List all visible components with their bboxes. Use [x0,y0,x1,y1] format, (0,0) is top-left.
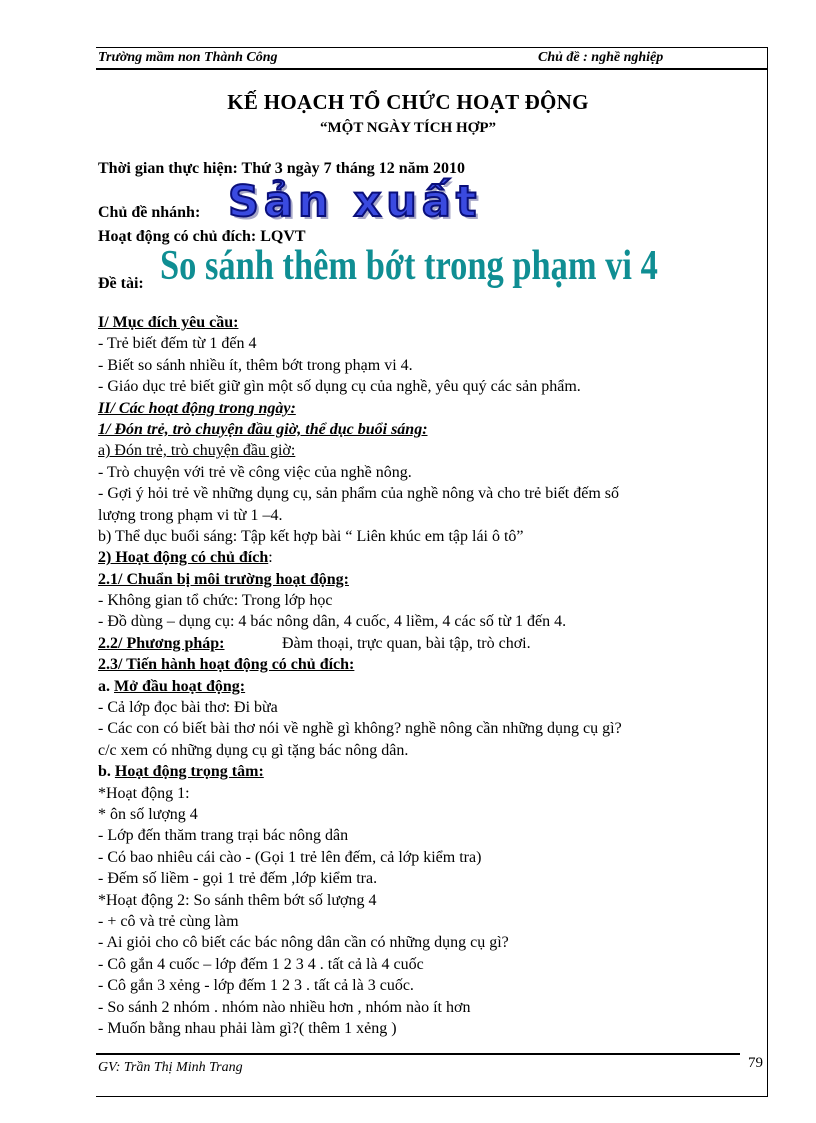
list-item: - Cô gắn 4 cuốc – lớp đếm 1 2 3 4 . tất cả là 4 cuốc [98,955,424,973]
subject-wordart: So sánh thêm bớt trong phạm vi 4 [160,243,658,289]
time-info: Thời gian thực hiện: Thứ 3 ngày 7 tháng 12 năm 2010 [98,160,465,177]
list-item: - Muốn bằng nhau phải làm gì?( thêm 1 xẻng ) [98,1019,397,1037]
branch-wordart: Sản xuất [228,177,482,227]
part-prefix: a. [98,677,114,695]
subsection-heading: 2.2/ Phương pháp: [98,634,225,652]
header-school: Trường mầm non Thành Công [98,50,278,65]
list-item: *Hoạt động 2: So sánh thêm bớt số lượng 4 [98,891,377,909]
list-item: - Cả lớp đọc bài thơ: Đi bừa [98,699,278,717]
subsection-heading: a) Đón trẻ, trò chuyện đầu giờ: [98,442,296,460]
branch-label: Chủ đề nhánh: [98,204,201,221]
list-item: c/c xem có những dụng cụ gì tặng bác nông dân. [98,741,409,759]
list-item: - Lớp đến thăm trang trại bác nông dân [98,827,349,845]
right-rule [767,47,768,1097]
method-value: Đàm thoại, trực quan, bài tập, trò chơi. [282,634,531,652]
list-item: - Ai giỏi cho cô biết các bác nông dân cần có những dụng cụ gì? [98,934,509,952]
list-item: - Đồ dùng – dụng cụ: 4 bác nông dân, 4 cuốc, 4 liềm, 4 các số từ 1 đến 4. [98,613,567,631]
subsection-row [98,547,748,568]
activity-info: Hoạt động có chủ đích: LQVT [98,228,306,245]
list-item: - Không gian tổ chức: Trong lớp học [98,592,333,610]
list-item: *Hoạt động 1: [98,784,190,802]
list-item: - Trò chuyện với trẻ về công việc của nghề nông. [98,463,412,481]
list-item: - Có bao nhiêu cái cào - (Gọi 1 trẻ lên đếm, cả lớp kiểm tra) [98,848,482,866]
page-title: KẾ HOẠCH TỔ CHỨC HOẠT ĐỘNG [227,90,589,114]
plan-body [98,312,748,1039]
top-rule [96,47,768,48]
subsection-heading: 2) Hoạt động có chủ đích [98,549,269,567]
part-heading: Hoạt động trọng tâm: [114,763,264,781]
part-row [98,676,748,697]
section-heading: I/ Mục đích yêu cầu: [98,314,239,331]
list-item: - Trẻ biết đếm từ 1 đến 4 [98,335,257,353]
list-item: - Giáo dục trẻ biết giữ gìn một số dụng cụ của nghề, yêu quý các sản phẩm. [98,378,581,396]
bottom-rule [96,1096,768,1097]
list-item: - Các con có biết bài thơ nói về nghề gì không? nghề nông cần những dụng cụ gì? [98,720,622,738]
list-item: b) Thể dục buổi sáng: Tập kết hợp bài “ Liên khúc em tập lái ô tô” [98,527,524,545]
part-heading: Mở đầu hoạt động: [114,677,246,695]
part-prefix: b. [98,763,115,781]
footer-teacher: GV: Trần Thị Minh Trang [98,1060,243,1075]
subsection-heading: 2.1/ Chuẩn bị môi trường hoạt động: [98,570,349,588]
page-number: 79 [748,1055,763,1071]
heading-colon: : [268,549,273,567]
subject-label: Đề tài: [98,275,144,292]
section-heading: II/ Các hoạt động trong ngày: [98,399,296,417]
list-item: - + cô và trẻ cùng làm [98,912,239,930]
list-item: - So sánh 2 nhóm . nhóm nào nhiều hơn , nhóm nào ít hơn [98,998,471,1016]
subsection-heading: 1/ Đón trẻ, trò chuyện đầu giờ, thể dục buổi sáng: [98,420,428,438]
list-item: - Biết so sánh nhiều ít, thêm bớt trong phạm vi 4. [98,356,413,374]
list-item: lượng trong phạm vi từ 1 –4. [98,506,283,524]
footer-rule [96,1053,740,1055]
part-row [98,761,748,782]
list-item: - Gợi ý hỏi trẻ về những dụng cụ, sản phẩm của nghề nông và cho trẻ biết đếm số [98,485,620,503]
header-topic: Chủ đề : nghề nghiệp [538,50,664,65]
header-rule [96,68,768,70]
list-item: * ôn số lượng 4 [98,805,198,823]
list-item: - Đếm số liềm - gọi 1 trẻ đếm ,lớp kiểm tra. [98,870,378,888]
subsection-heading: 2.3/ Tiến hành hoạt động có chủ đích: [98,656,355,674]
page-subtitle: “MỘT NGÀY TÍCH HỢP” [320,120,496,136]
method-row [98,633,748,654]
list-item: - Cô gắn 3 xẻng - lớp đếm 1 2 3 . tất cả là 3 cuốc. [98,977,414,995]
